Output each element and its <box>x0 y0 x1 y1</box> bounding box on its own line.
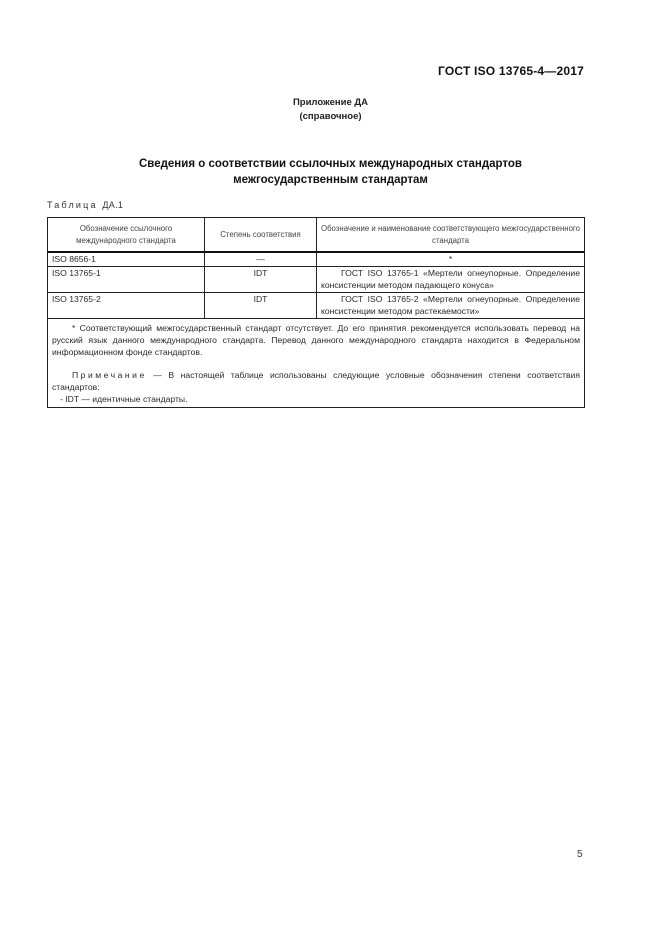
section-title-line-2: межгосударственным стандартам <box>233 174 428 186</box>
cell-degree: IDT <box>205 293 317 319</box>
annex-heading <box>0 96 661 124</box>
annex-title: Приложение ДА <box>292 97 369 108</box>
annex-subtitle: (справочное) <box>299 111 362 122</box>
table-footer-cell <box>48 319 585 408</box>
table-footer-row <box>48 319 585 408</box>
table-note <box>52 369 580 393</box>
cell-interstate-standard: ГОСТ ISO 13765-2 «Мертели огнеупорные. Определение консистенции методом растекаемости» <box>317 293 585 319</box>
table-footnote: * Соответствующий межгосударственный стандарт отсутствует. До его принятия рекомендуется использовать перевод на русский язык данного международного стандарта. Перевод данного международного стандарта находится в Федеральном информационном фонде стандартов. <box>52 323 580 357</box>
column-header-degree: Степень соответствия <box>205 218 317 253</box>
cell-interstate-standard: * <box>317 252 585 267</box>
table-caption-number: ДА.1 <box>102 200 124 210</box>
section-title <box>0 156 661 188</box>
note-list-item: - IDT — идентичные стандарты. <box>60 394 188 404</box>
table-caption <box>47 200 123 210</box>
column-header-intl-standard: Обозначение ссылочного международного стандарта <box>48 218 205 253</box>
table-row <box>48 267 585 293</box>
cell-intl-standard: ISO 8656-1 <box>48 252 205 267</box>
section-title-line-1: Сведения о соответствии ссылочных международных стандартов <box>138 158 522 170</box>
page-number: 5 <box>577 849 583 860</box>
correspondence-table <box>47 217 585 408</box>
table-header-row <box>48 218 585 253</box>
cell-interstate-standard: ГОСТ ISO 13765-1 «Мертели огнеупорные. Определение консистенции методом падающего конуса» <box>317 267 585 293</box>
cell-intl-standard: ISO 13765-2 <box>48 293 205 319</box>
column-header-interstate-standard: Обозначение и наименование соответствующего межгосударственного стандарта <box>317 218 585 253</box>
cell-degree: — <box>205 252 317 267</box>
table-caption-label: Таблица <box>47 200 98 210</box>
note-label: Примечание <box>72 370 147 380</box>
document-code: ГОСТ ISO 13765-4—2017 <box>438 64 584 78</box>
cell-degree: IDT <box>205 267 317 293</box>
table-row <box>48 252 585 267</box>
table-row <box>48 293 585 319</box>
note-text: — В настоящей таблице использованы следующие условные обозначения степени соответствия стандартов: <box>52 370 580 392</box>
cell-intl-standard: ISO 13765-1 <box>48 267 205 293</box>
